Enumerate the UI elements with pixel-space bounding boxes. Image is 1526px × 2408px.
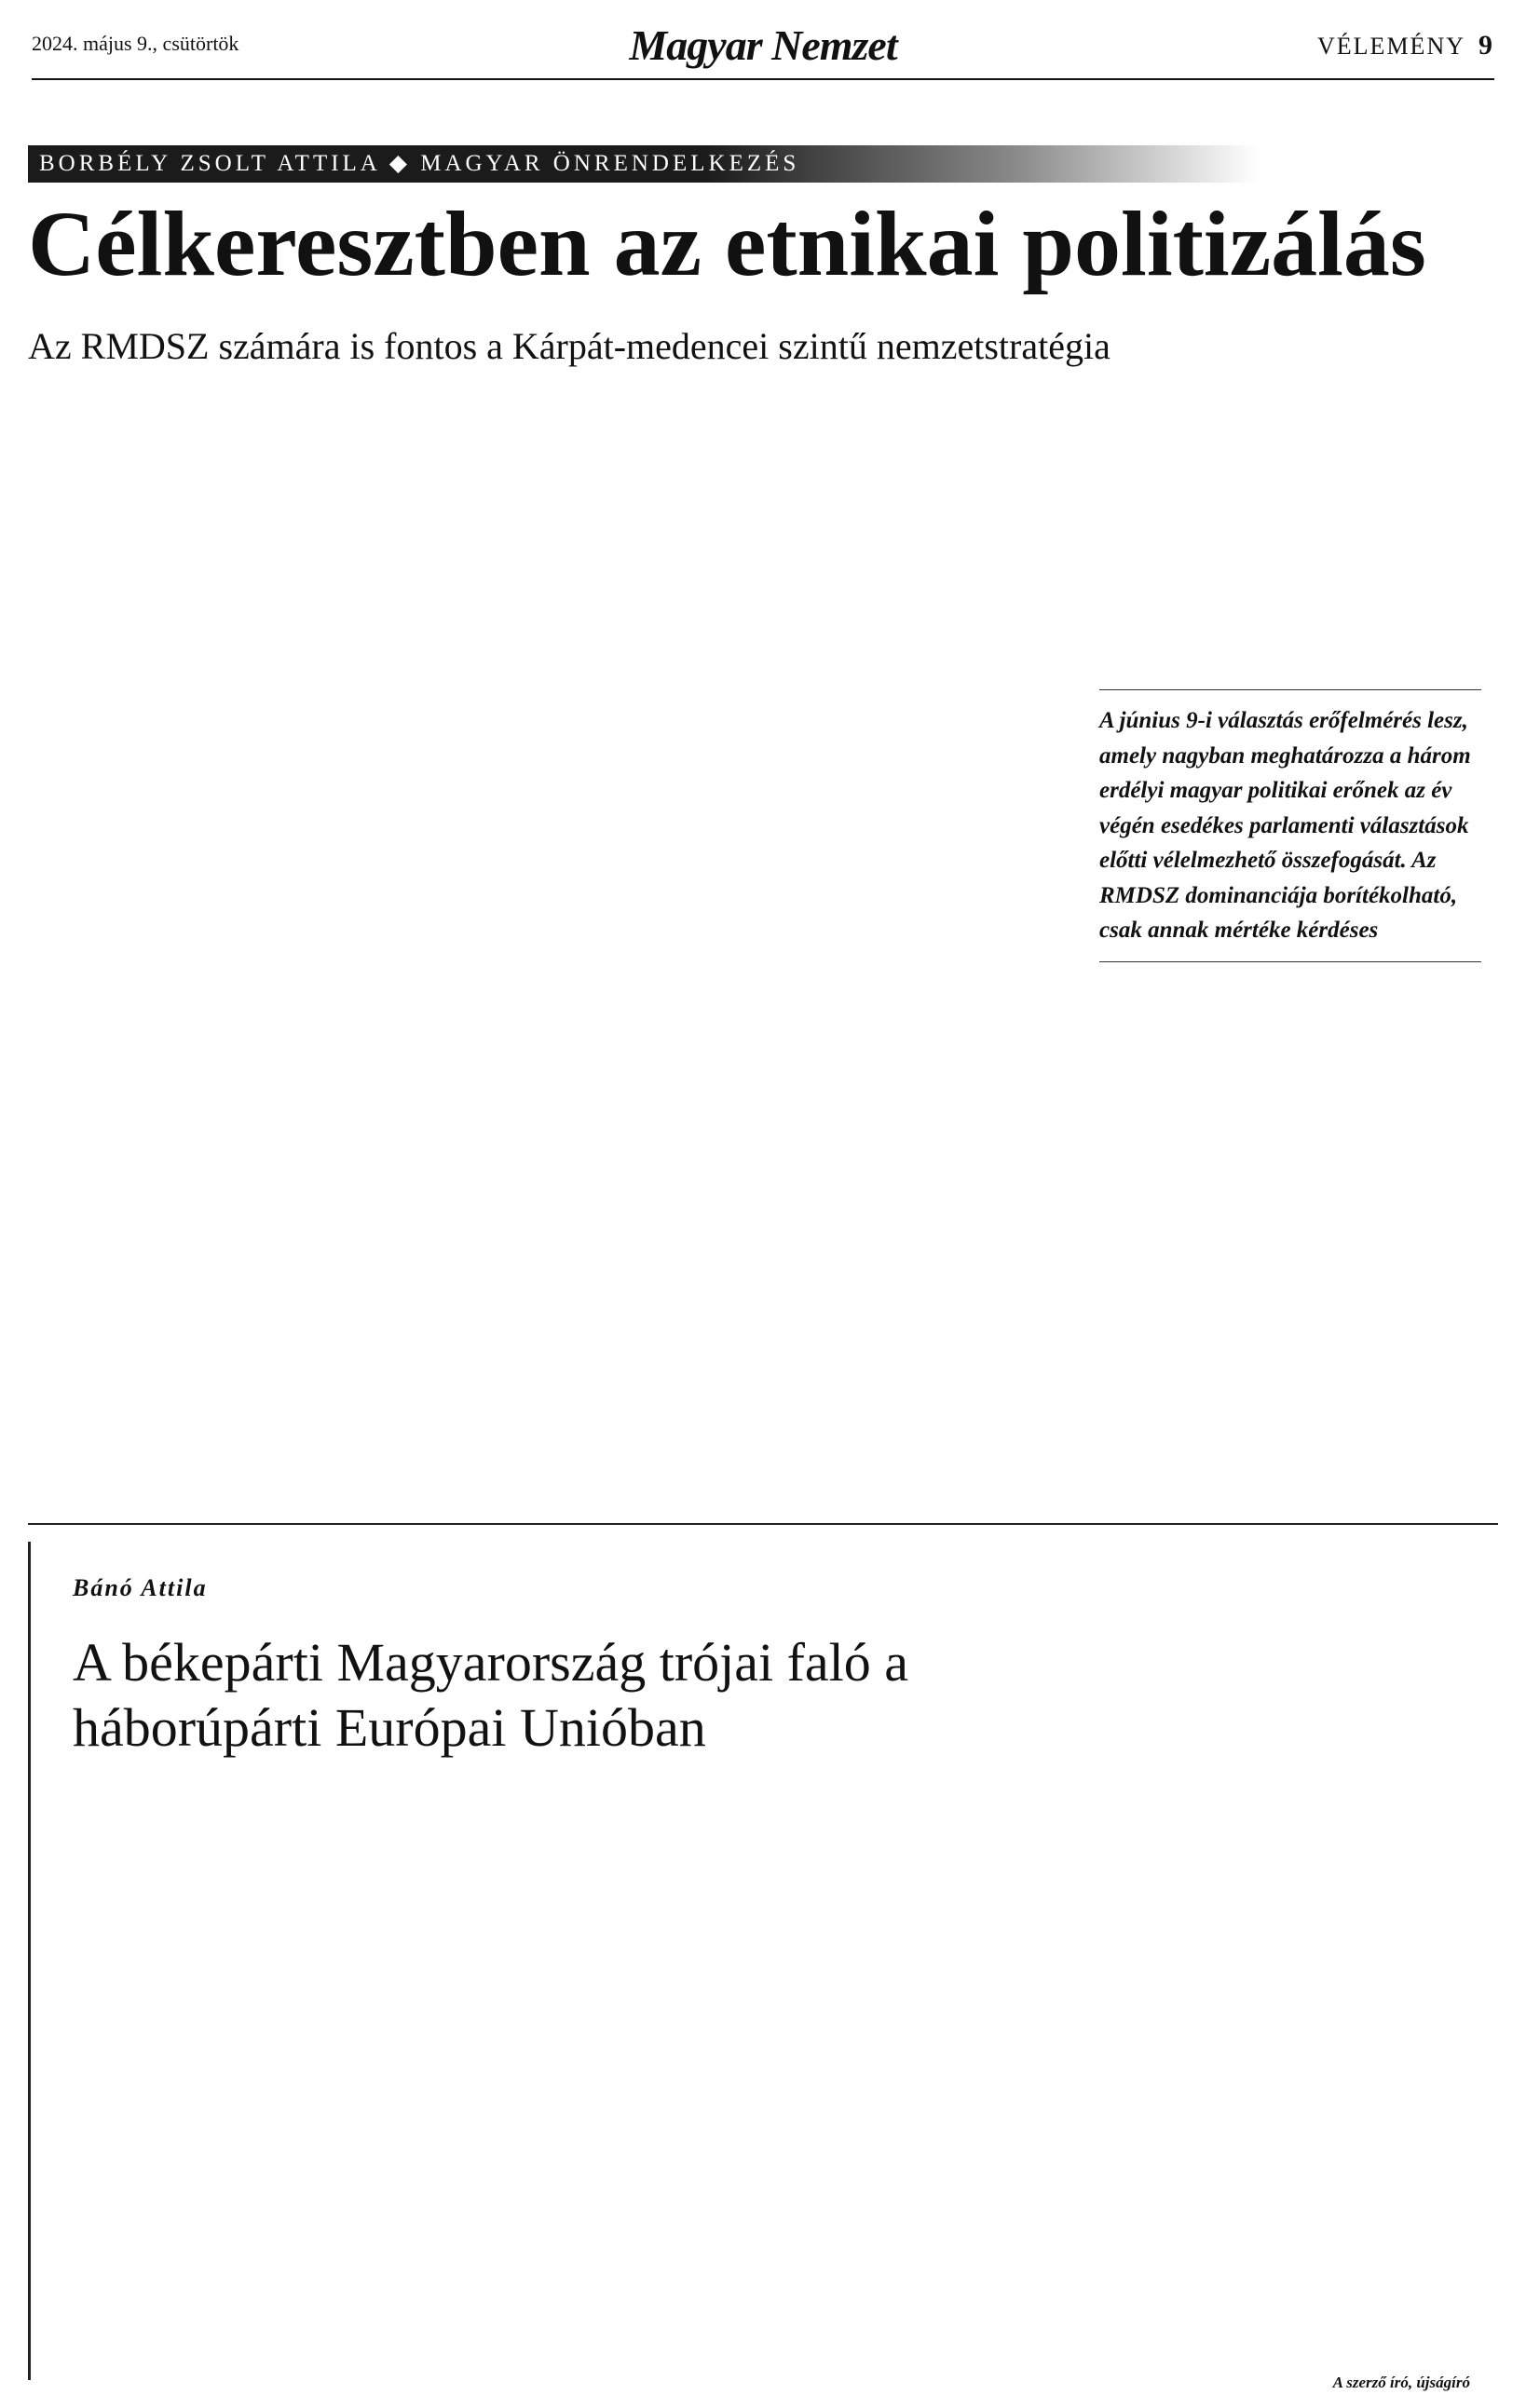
section-label [1317,30,1494,61]
article1-column-2 [382,405,717,1495]
article2-headline: A békepárti Magyarország trójai faló a háborúpárti Európai Unióban [73,1632,909,1758]
article1-column-1 [28,405,363,1495]
masthead-logo: Magyar Nemzet [629,21,897,69]
author-signoff: A szerző író, újságíró [1332,2374,1470,2391]
article1-column-4-top [1099,405,1481,675]
header-rule [32,78,1494,80]
article2-column-3 [1001,1574,1467,2361]
section-name: VÉLEMÉNY [1317,33,1465,60]
article1-subheadline: Az RMDSZ számára is fontos a Kárpát-medencei szintű nemzetstratégia [28,325,1110,367]
article-divider [28,1523,1498,1525]
article1-column-4-bottom [1099,978,1481,1495]
issue-date: 2024. május 9., csütörtök [32,32,239,55]
page-number: 9 [1478,30,1494,61]
article1-column-3 [736,405,1076,1495]
article2-column-2 [536,1784,983,2361]
pull-quote: A június 9-i választás erőfelmérés lesz, amely nagyban meghatározza a három erdélyi magyar politikai erőnek az év végén esedékes parlamenti választások előtti vélelmezhető összefogását. Az RMDSZ dominanciája borítékolható, csak annak mértéke kérdéses [1099,689,1481,962]
article1-author-band: BORBÉLY ZSOLT ATTILA ◆ MAGYAR ÖNRENDELKEZÉS [28,145,1258,183]
page-header [32,20,1494,76]
article1-headline: Célkeresztben az etnikai politizálás [28,192,1426,295]
article2-author: Bánó Attila [73,1574,208,1601]
article2-column-1 [73,1784,520,2361]
